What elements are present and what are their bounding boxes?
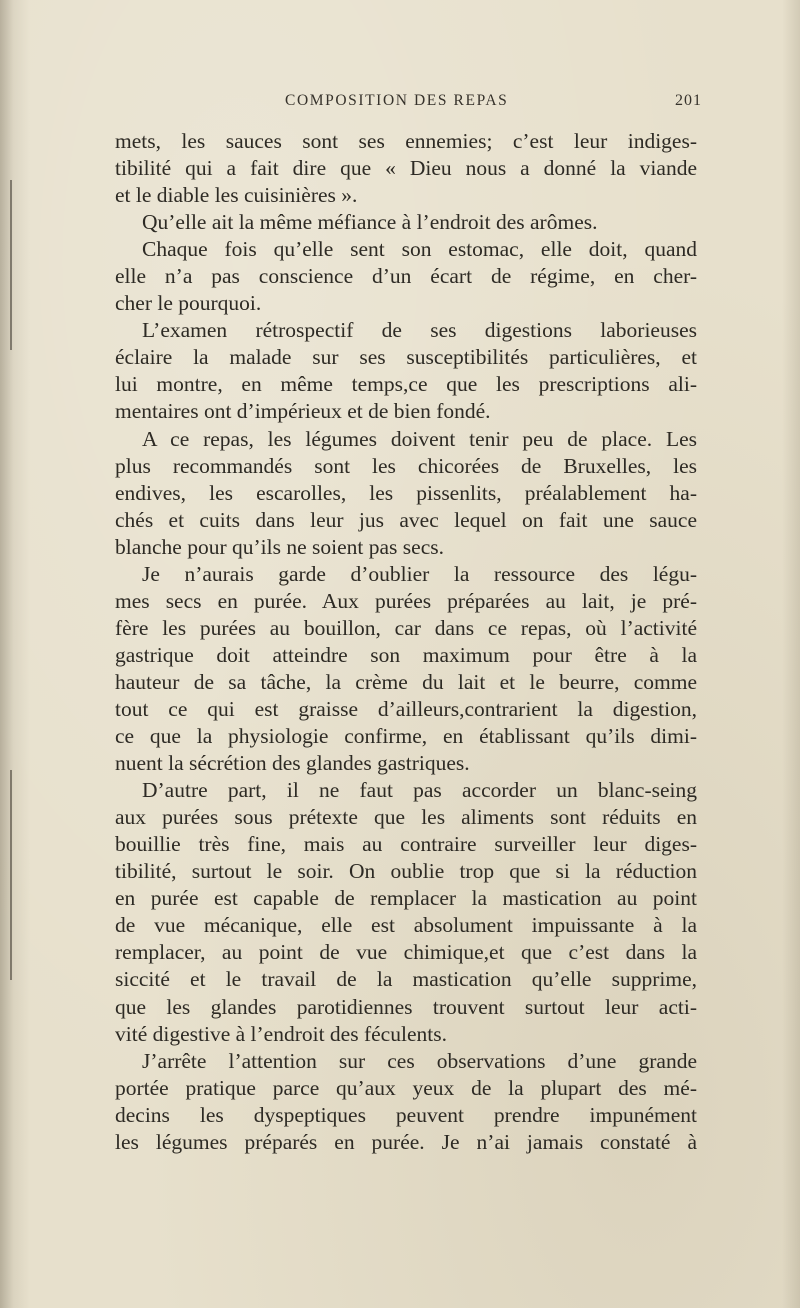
text-line: mes secs en purée. Aux purées préparées au lait, je pré- — [115, 588, 697, 613]
text-line: de vue mécanique, elle est absolument impuissante à la — [115, 913, 697, 938]
running-head — [115, 92, 710, 120]
text-line: tout ce qui est graisse d’ailleurs,contrarient la digestion, — [115, 696, 697, 721]
text-line: elle n’a pas conscience d’un écart de régime, en cher- — [115, 264, 697, 289]
text-line: vité digestive à l’endroit des féculents. — [115, 1021, 447, 1046]
text-line: plus recommandés sont les chicorées de Bruxelles, les — [115, 453, 697, 478]
text-line: D’autre part, il ne faut pas accorder un blanc-seing — [142, 778, 697, 803]
text-line: Je n’aurais garde d’oublier la ressource des légu- — [142, 561, 697, 586]
text-line: ce que la physiologie confirme, en établissant qu’ils dimi- — [115, 724, 697, 749]
text-line: aux purées sous prétexte que les aliments sont réduits en — [115, 805, 697, 830]
text-line: et le diable les cuisinières ». — [115, 183, 358, 208]
body-text — [115, 128, 697, 1156]
text-line: chés et cuits dans leur jus avec lequel on fait une sauce — [115, 507, 697, 532]
text-line: gastrique doit atteindre son maximum pour être à la — [115, 642, 697, 667]
text-line: endives, les escarolles, les pissenlits, préalablement ha- — [115, 480, 697, 505]
text-line: A ce repas, les légumes doivent tenir peu de place. Les — [142, 426, 697, 451]
text-line: remplacer, au point de vue chimique,et que c’est dans la — [115, 940, 697, 965]
page-edge-shadow — [782, 0, 800, 1308]
text-line: decins les dyspeptiques peuvent prendre impunément — [115, 1102, 697, 1127]
text-line: Qu’elle ait la même méfiance à l’endroit des arômes. — [142, 210, 598, 235]
text-line: bouillie très fine, mais au contraire surveiller leur diges- — [115, 832, 697, 857]
binding-mark — [10, 770, 12, 980]
binding-mark — [10, 180, 12, 350]
text-line: hauteur de sa tâche, la crème du lait et le beurre, comme — [115, 669, 697, 694]
running-title: COMPOSITION DES REPAS — [285, 92, 509, 109]
text-line: L’examen rétrospectif de ses digestions laborieuses — [142, 318, 697, 343]
text-line: tibilité, surtout le soir. On oublie trop que si la réduction — [115, 859, 697, 884]
text-line: mentaires ont d’impérieux et de bien fondé. — [115, 399, 491, 424]
text-line: Chaque fois qu’elle sent son estomac, elle doit, quand — [142, 237, 697, 262]
text-line: fère les purées au bouillon, car dans ce repas, où l’activité — [115, 615, 697, 640]
text-line: nuent la sécrétion des glandes gastriques. — [115, 751, 470, 776]
text-line: cher le pourquoi. — [115, 291, 262, 316]
text-line: siccité et le travail de la mastication qu’elle supprime, — [115, 967, 697, 992]
text-line: lui montre, en même temps,ce que les prescriptions ali- — [115, 372, 697, 397]
text-line: portée pratique parce qu’aux yeux de la plupart des mé- — [115, 1075, 697, 1100]
text-line: blanche pour qu’ils ne soient pas secs. — [115, 534, 444, 559]
page-number: 201 — [675, 92, 702, 109]
text-line: mets, les sauces sont ses ennemies; c’est leur indiges- — [115, 129, 697, 153]
text-line: J’arrête l’attention sur ces observations d’une grande — [142, 1048, 697, 1073]
text-line: que les glandes parotidiennes trouvent surtout leur acti- — [115, 994, 697, 1019]
text-line: en purée est capable de remplacer la mastication au point — [115, 886, 697, 911]
page-gutter-shadow — [0, 0, 30, 1308]
text-line: tibilité qui a fait dire que « Dieu nous a donné la viande — [115, 156, 697, 181]
text-line: éclaire la malade sur ses susceptibilités particulières, et — [115, 345, 697, 370]
text-line: les légumes préparés en purée. Je n’ai jamais constaté à — [115, 1129, 697, 1154]
